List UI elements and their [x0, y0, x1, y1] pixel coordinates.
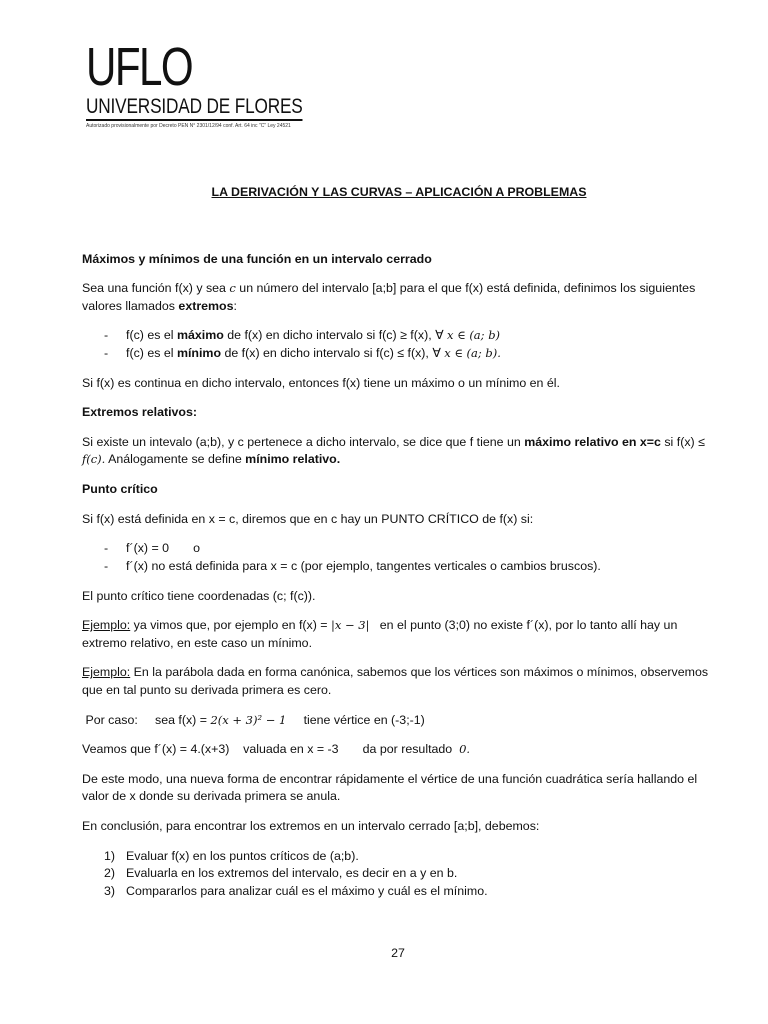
list-item-step: [104, 848, 716, 866]
document-body: [82, 184, 716, 912]
text-run: Sea una función f(x) y sea: [82, 281, 230, 296]
step-number: 3): [104, 883, 116, 898]
paragraph-veamos: [82, 741, 716, 759]
list-item-maximo: [104, 327, 716, 345]
text-run: tiene vértice en (-3;-1): [286, 712, 425, 727]
paragraph-ejemplo-1: [82, 617, 716, 652]
list-item-step: [104, 865, 716, 883]
step-text: Evaluarla en los extremos del intervalo, es decir en a y en b.: [126, 866, 458, 881]
logo-mark: UFLO: [86, 37, 193, 97]
ejemplo-label: Ejemplo:: [82, 618, 131, 633]
document-title: LA DERIVACIÓN Y LAS CURVAS – APLICACIÓN A PROBLEMAS: [211, 185, 587, 199]
paragraph-punto-critico-def: Si f(x) está definida en x = c, diremos que en c hay un PUNTO CRÍTICO de f(x) si:: [82, 511, 534, 526]
math-interval: x ∈ (a; b).: [444, 346, 501, 361]
step-text: Compararlos para analizar cuál es el máximo y cuál es el mínimo.: [126, 883, 488, 898]
paragraph-por-caso: [82, 712, 716, 730]
bold-minimo: mínimo: [176, 346, 222, 361]
extremos-list: [82, 327, 716, 362]
text-run: f(c) es el: [126, 346, 177, 361]
text-run: de f(x) en dicho intervalo si f(c) ≤ f(x), ∀: [221, 346, 445, 361]
text-run: Análogamente se define: [105, 452, 246, 467]
text-run: de f(x) en dicho intervalo si f(c) ≥ f(x), ∀: [223, 328, 448, 343]
bold-maximo-relativo: máximo relativo en x=c: [524, 434, 661, 449]
paragraph-coordenadas: El punto crítico tiene coordenadas (c; f(c)).: [82, 588, 316, 603]
math-c: c: [229, 281, 236, 296]
text-run: Por caso: sea f(x) =: [82, 712, 211, 727]
logo-university-name: UNIVERSIDAD DE FLORES: [86, 96, 303, 121]
text-run: :: [233, 298, 237, 313]
section-heading-extremos-relativos: Extremos relativos:: [82, 405, 198, 420]
bold-minimo-relativo: mínimo relativo.: [245, 452, 341, 467]
text-run: si f(x) ≤: [660, 434, 705, 449]
math-interval: x ∈ (a; b): [447, 328, 501, 343]
text-run: f(c) es el: [126, 328, 177, 343]
steps-list: [82, 848, 716, 901]
text-run: Veamos que f´(x) = 4.(x+3) valuada en x = -3 da por resultado: [82, 742, 460, 757]
page-number: 27: [391, 946, 405, 960]
math-zero: 0.: [459, 742, 471, 757]
step-text: Evaluar f(x) en los puntos críticos de (a;b).: [126, 848, 359, 863]
logo-authorization-text: Autorizado provisionalmente por Decreto PEN N° 2301/12/94 conf. Art. 64 inc "C" Ley 24521: [86, 123, 291, 129]
paragraph-extremos-definition: [82, 280, 716, 315]
paragraph-extremos-relativos: [82, 434, 716, 469]
paragraph-conclusion: En conclusión, para encontrar los extremos en un intervalo cerrado [a;b], debemos:: [82, 819, 540, 834]
section-heading-maximos-minimos: Máximos y mínimos de una función en un intervalo cerrado: [82, 251, 432, 266]
math-parabola: 2(x + 3)² − 1: [210, 712, 287, 727]
text-run: un número del intervalo [a;b] para el que f(x) está definida, definimos los siguientes valores llamados: [82, 281, 696, 313]
step-number: 2): [104, 866, 116, 881]
step-number: 1): [104, 848, 116, 863]
paragraph-ejemplo-2: [82, 664, 716, 699]
paragraph-continua: Si f(x) es continua en dicho intervalo, entonces f(x) tiene un máximo o un mínimo en él.: [82, 375, 560, 390]
bold-maximo: máximo: [176, 328, 224, 343]
paragraph-de-este-modo: De este modo, una nueva forma de encontrar rápidamente el vértice de una función cuadrática sería hallando el valor de x donde su derivada primera se anula.: [82, 771, 698, 804]
math-fc: f(c).: [82, 452, 106, 467]
text-run: ya vimos que, por ejemplo en f(x) =: [130, 618, 331, 633]
list-item-derivada-no-definida: - f´(x) no está definida para x = c (por ejemplo, tangentes verticales o cambios bruscos).: [104, 558, 716, 576]
list-item-derivada-cero: - f´(x) = 0 o: [104, 540, 716, 558]
text-run: Si existe un intevalo (a;b), y c pertenece a dicho intervalo, se dice que f tiene un: [82, 434, 525, 449]
math-abs: |x − 3|: [330, 618, 370, 633]
text-run: en el punto (3;0) no existe f´(x), por lo tanto allí hay un extremo relativo, en este caso un mínimo.: [82, 618, 681, 650]
list-item-step: [104, 883, 716, 901]
section-heading-punto-critico: Punto crítico: [82, 482, 158, 497]
ejemplo-label: Ejemplo:: [82, 665, 131, 680]
punto-critico-list: [82, 540, 716, 575]
list-item-minimo: [104, 345, 716, 363]
university-logo: [86, 37, 316, 129]
text-run: En la parábola dada en forma canónica, sabemos que los vértices son máximos o mínimos, observemos que en tal punto su derivada primera es cero.: [82, 665, 709, 697]
bold-extremos: extremos: [178, 298, 234, 313]
